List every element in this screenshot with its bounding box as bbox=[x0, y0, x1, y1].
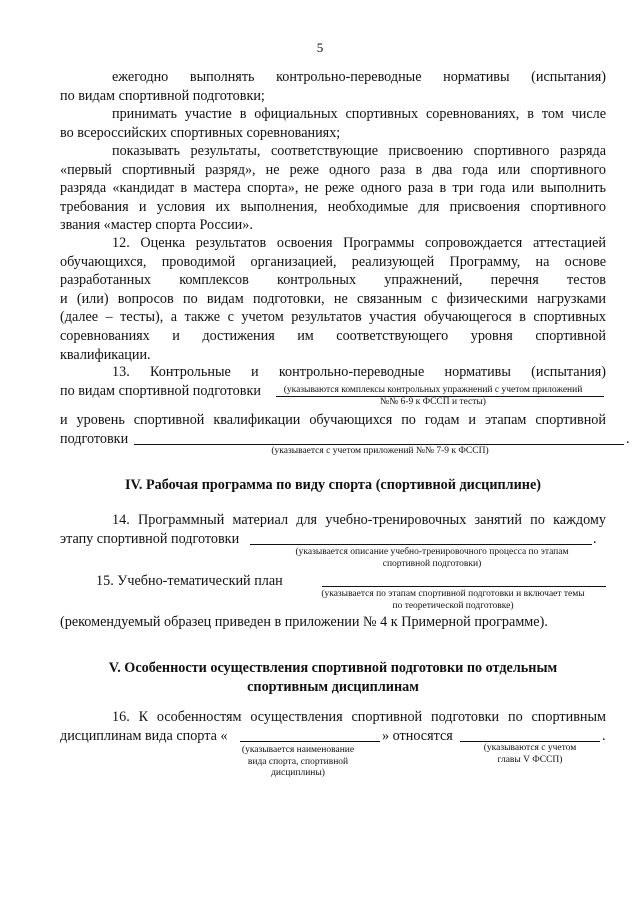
text-line: (далее – тесты), а также с учетом результатов участия обучающегося в спортивных bbox=[60, 309, 606, 326]
note-line: (указываются с учетом bbox=[483, 743, 577, 753]
text-line: звания «мастер спорта России». bbox=[60, 217, 253, 234]
paragraph-competitions bbox=[60, 105, 606, 142]
title-line: V. Особенности осуществления спортивной подготовки по отдельным bbox=[108, 660, 558, 676]
footnote-plan bbox=[300, 589, 606, 612]
text-line: 15. Учебно-тематический план bbox=[96, 573, 283, 589]
note-line: вида спорта, спортивной bbox=[247, 756, 349, 767]
page-number: 5 bbox=[316, 40, 324, 55]
text-line: по видам спортивной подготовки; bbox=[60, 87, 265, 104]
text-line: принимать участие в официальных спортивных соревнованиях, в том числе bbox=[112, 106, 606, 122]
note-line: по теоретической подготовке) bbox=[392, 600, 514, 611]
text-line: 13. Контрольные и контрольно-переводные нормативы (испытания) bbox=[112, 364, 606, 380]
note-line: спортивной подготовки) bbox=[382, 558, 482, 569]
text-line: 14. Программный материал для учебно-тренировочных занятий по каждому bbox=[112, 512, 606, 528]
paragraph-14 bbox=[60, 511, 606, 548]
footnote-qualification bbox=[230, 446, 530, 458]
text-line: «первый спортивный разряд», не реже одного раза в два года или спортивного bbox=[60, 161, 606, 178]
paragraph-results bbox=[60, 142, 606, 235]
paragraph-15 bbox=[60, 572, 606, 591]
note-line: (указываются комплексы контрольных упражнений с учетом приложений bbox=[283, 385, 583, 395]
text-line: соревнованиях и достижения им соответствующего уровня спортивной bbox=[60, 327, 606, 344]
section-5-title bbox=[60, 659, 606, 696]
title-line: спортивным дисциплинам bbox=[247, 678, 419, 695]
text-line: подготовки bbox=[60, 430, 129, 447]
text-line: 16. К особенностям осуществления спортивной подготовки по спортивным bbox=[112, 709, 606, 725]
text-line: этапу спортивной подготовки bbox=[60, 530, 240, 547]
paragraph-13-continued bbox=[60, 411, 630, 448]
text-line: » относятся bbox=[382, 727, 453, 744]
text-line: квалификации. bbox=[60, 346, 151, 363]
section-4-title: IV. Рабочая программа по виду спорта (спортивной дисциплине) bbox=[124, 477, 541, 493]
paragraph-12 bbox=[60, 234, 606, 364]
footnote-sport-name bbox=[228, 745, 368, 780]
paragraph-16 bbox=[60, 708, 606, 745]
text-line: (рекомендуемый образец приведен в приложении № 4 к Примерной программе). bbox=[60, 614, 548, 630]
footnote-material bbox=[262, 547, 602, 570]
text-line: разряда «кандидат в мастера спорта», не реже одного раза в три года или выполнить bbox=[60, 180, 606, 197]
note-line: дисциплины) bbox=[271, 768, 325, 778]
note-line: (указывается описание учебно-тренировочного процесса по этапам bbox=[295, 547, 569, 557]
footnote-chapter bbox=[460, 743, 600, 766]
text-line: ежегодно выполнять контрольно-переводные нормативы (испытания) bbox=[112, 69, 606, 85]
footnote-tests bbox=[260, 385, 606, 408]
period-mark: . bbox=[593, 530, 597, 547]
text-line: обучающихся, проводимой организацией, реализующей Программу, на основе bbox=[60, 253, 606, 270]
blank-line bbox=[134, 432, 624, 445]
text-line: показывать результаты, соответствующие присвоению спортивного разряда bbox=[112, 143, 606, 159]
period-mark: . bbox=[602, 727, 606, 744]
note-line: (указывается наименование bbox=[241, 745, 355, 755]
text-line: и (или) вопросов по видам подготовки, не связанным с физическими нагрузками bbox=[60, 290, 606, 307]
paragraph-annual-norms bbox=[60, 68, 606, 105]
text-line: по видам спортивной подготовки bbox=[60, 382, 261, 399]
text-line: и уровень спортивной квалификации обучающихся по годам и этапам спортивной bbox=[60, 412, 606, 428]
text-line: требования и условия их выполнения, необходимые для присвоения спортивного bbox=[60, 198, 606, 215]
blank-line bbox=[322, 574, 606, 587]
blank-line bbox=[460, 729, 600, 742]
note-line: №№ 6-9 к ФССП и тесты) bbox=[380, 396, 486, 407]
text-line: разработанных комплексов контрольных упражнений, перечня тестов bbox=[60, 272, 606, 289]
period-mark: . bbox=[626, 430, 630, 447]
note-line: (указывается по этапам спортивной подготовки и включает темы bbox=[321, 589, 585, 599]
text-line: дисциплинам вида спорта « bbox=[60, 727, 228, 744]
text-line: во всероссийских спортивных соревнованиях; bbox=[60, 124, 341, 141]
note-line: главы V ФССП) bbox=[497, 754, 563, 765]
blank-line bbox=[250, 532, 592, 545]
note-line: (указывается с учетом приложений №№ 7-9 к ФССП) bbox=[271, 446, 489, 456]
text-line: 12. Оценка результатов освоения Программы сопровождается аттестацией bbox=[112, 235, 606, 251]
blank-line bbox=[240, 729, 380, 742]
